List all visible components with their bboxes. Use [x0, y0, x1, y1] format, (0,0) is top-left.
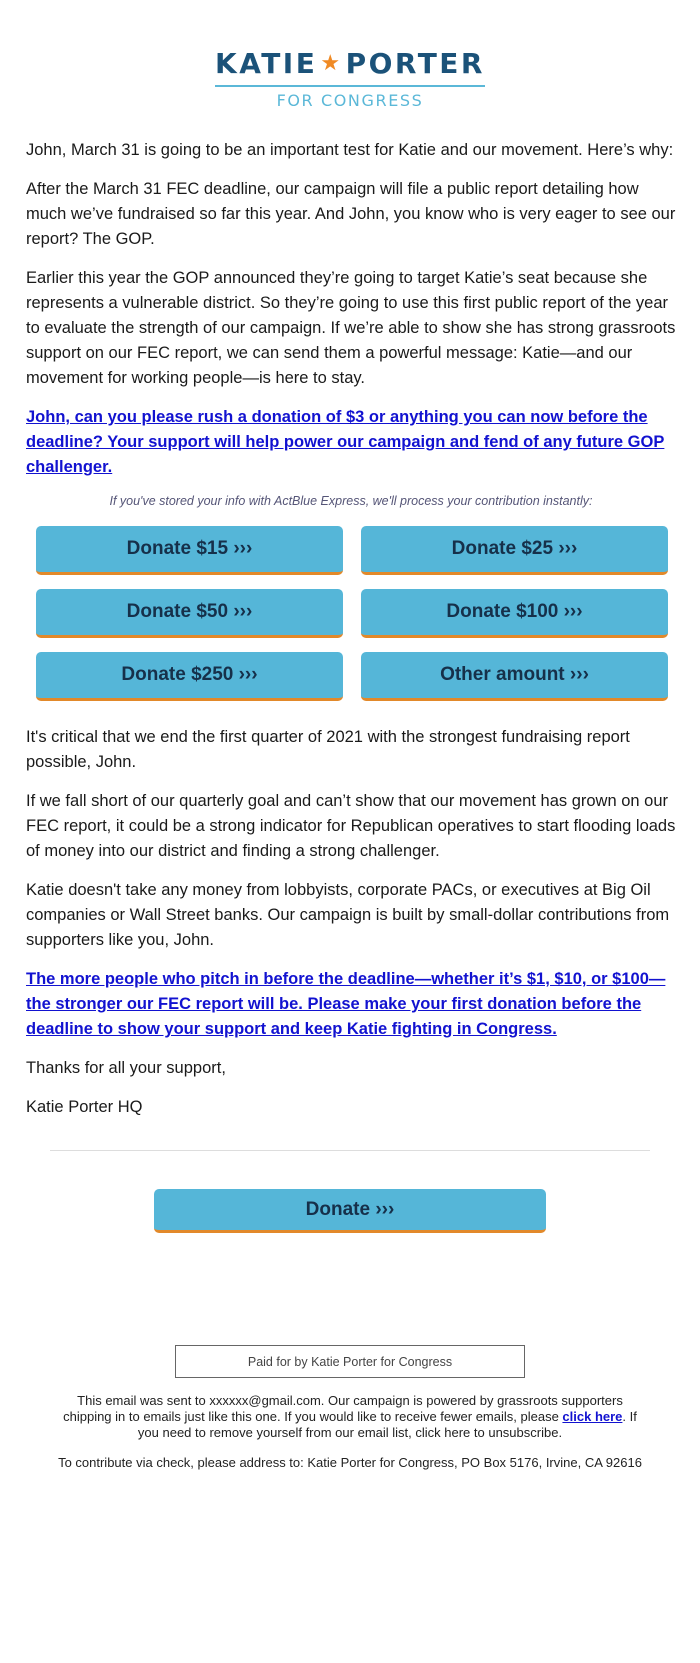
footer-unsubscribe-text: . If you need to remove yourself from our email list, click here to unsubscribe. [137, 1409, 637, 1440]
paragraph-gop-target: Earlier this year the GOP announced they’re going to target Katie’s seat because she represents a vulnerable district. So they’re going to use this first public report of the year to evaluate the strength of our campaign. If we’re able to show she has strong grassroots support on our FEC report, we can send them a powerful message: Katie—and our movement for working people—is here to stay. [26, 269, 676, 387]
disclaimer-container [0, 1345, 700, 1378]
paragraph-intro: John, March 31 is going to be an important test for Katie and our movement. Here’s why: [26, 141, 674, 159]
cta-link-pitch-in[interactable]: The more people who pitch in before the deadline—whether it’s $1, $10, or $100—the stronger our FEC report will be. Please make your first donation before the deadline to show your support and keep Katie fighting in Congress. [26, 970, 666, 1038]
fewer-emails-link[interactable]: click here [562, 1409, 623, 1424]
section-divider [50, 1150, 650, 1151]
donate-50-button[interactable]: Donate $50 ››› [36, 589, 343, 638]
logo-divider [215, 85, 485, 87]
logo-tagline: FOR CONGRESS [276, 91, 424, 110]
logo-last-name: PORTER [345, 47, 485, 80]
footer-sent-to-text: This email was sent to xxxxxx@gmail.com. Our campaign is powered by grassroots supporters chipping in to emails just like this one. If you would like to receive fewer emails, please [63, 1393, 623, 1424]
signoff: Thanks for all your support, [26, 1059, 226, 1077]
main-donate-container [0, 1189, 700, 1233]
cta-link-rush-donation[interactable]: John, can you please rush a donation of $3 or anything you can now before the deadline? Your support will help power our campaign and fend of any future GOP challenger. [26, 408, 665, 476]
paragraph-first-quarter: It's critical that we end the first quarter of 2021 with the strongest fundraising report possible, John. [26, 728, 630, 771]
signature: Katie Porter HQ [26, 1098, 143, 1116]
paragraph-fall-short: If we fall short of our quarterly goal and can’t show that our movement has grown on our FEC report, it could be a strong indicator for Republican operatives to start flooding loads of money into our district and finding a strong challenger. [26, 792, 676, 860]
footer-email-notice [56, 1393, 644, 1441]
donate-25-button[interactable]: Donate $25 ››› [361, 526, 668, 575]
star-icon: ★ [320, 51, 343, 76]
campaign-logo [215, 48, 485, 111]
cta-paragraph-2 [26, 967, 676, 1042]
donate-100-button[interactable]: Donate $100 ››› [361, 589, 668, 638]
header [0, 0, 700, 136]
donate-other-amount-button[interactable]: Other amount ››› [361, 652, 668, 701]
paid-for-disclaimer: Paid for by Katie Porter for Congress [175, 1345, 525, 1378]
donate-15-button[interactable]: Donate $15 ››› [36, 526, 343, 575]
logo-name [215, 48, 485, 83]
actblue-express-note: If you've stored your info with ActBlue Express, we'll process your contribution instantly: [109, 494, 593, 508]
donate-250-button[interactable]: Donate $250 ››› [36, 652, 343, 701]
cta-paragraph-1 [26, 405, 676, 480]
paragraph-fec-deadline: After the March 31 FEC deadline, our campaign will file a public report detailing how much we’ve fundraised so far this year. And John, you know who is very eager to see our report? The GOP. [26, 180, 676, 248]
logo-first-name: KATIE [215, 47, 318, 80]
donate-button-grid [26, 526, 676, 701]
email-body [0, 138, 700, 1120]
paragraph-no-pac-money: Katie doesn't take any money from lobbyists, corporate PACs, or executives at Big Oil companies or Wall Street banks. Our campaign is built by small-dollar contributions from supporters like you, John. [26, 881, 670, 949]
footer [0, 1393, 700, 1471]
footer-check-address: To contribute via check, please address to: Katie Porter for Congress, PO Box 5176, Irvine, CA 92616 [58, 1455, 642, 1470]
donate-button[interactable]: Donate ››› [154, 1189, 546, 1233]
